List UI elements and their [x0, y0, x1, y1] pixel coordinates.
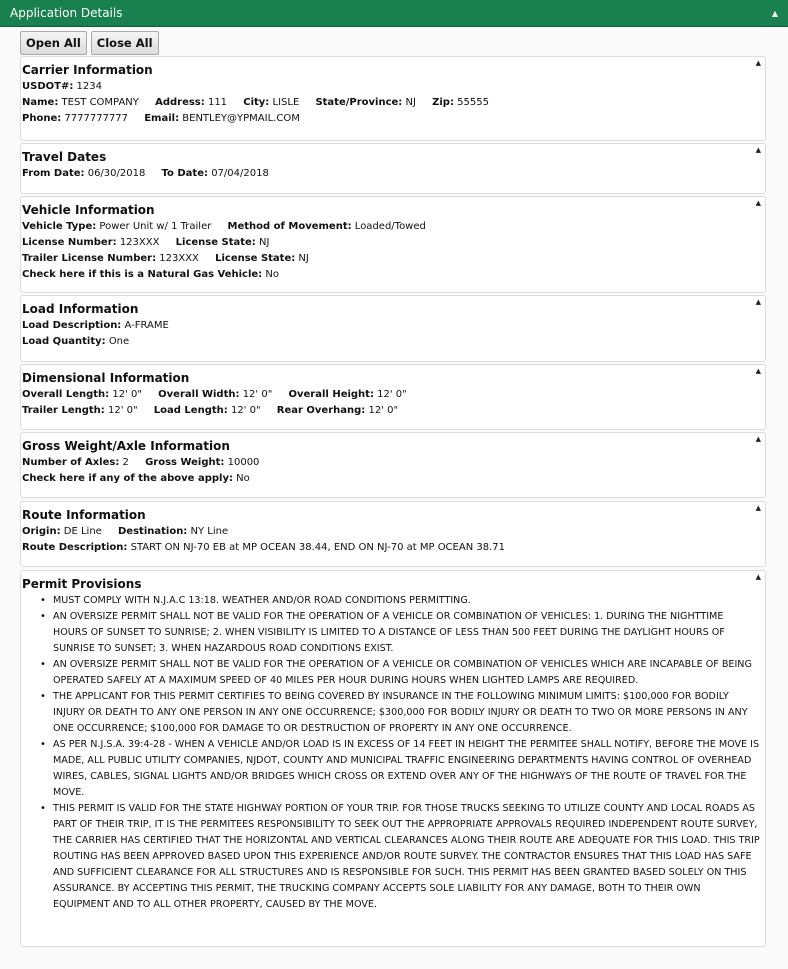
field-value: LISLE — [272, 97, 300, 108]
field-label: Load Description: — [22, 320, 122, 331]
field-label: State/Province: — [315, 97, 403, 108]
carrier-information-panel — [20, 56, 766, 141]
list-item: • AN OVERSIZE PERMIT SHALL NOT BE VALID FOR THE OPERATION OF A VEHICLE OR COMBINATION OF VEHICLES WHICH ARE INCAPABLE OF BEING OPERATED SAFELY AT A MAXIMUM SPEED OF 40 MILES PER HOUR DURING HOURS WHEN LIGHTED LAMPS ARE REQUIRED. — [40, 657, 760, 689]
field-row — [22, 471, 765, 487]
field-row — [22, 524, 765, 540]
panel-title[interactable]: Vehicle Information — [22, 203, 155, 217]
field-label: Overall Height: — [288, 389, 374, 400]
field-label: City: — [243, 97, 270, 108]
field-row — [22, 387, 765, 403]
field-value: 10000 — [227, 457, 260, 468]
field-value: No — [265, 269, 279, 280]
open-all-button[interactable]: Open All — [20, 31, 87, 55]
vehicle-information-panel — [20, 196, 766, 293]
field-row — [22, 95, 765, 111]
list-item: • THE APPLICANT FOR THIS PERMIT CERTIFIES TO BEING COVERED BY INSURANCE IN THE FOLLOWING MINIMUM LIMITS: $100,000 FOR BODILY INJURY OR DEATH TO ANY ONE PERSON IN ANY ONE OCCURRENCE; $300,000 FOR BODILY INJURY OR DEATH TO TWO OR MORE PERSONS IN ANY ONE OCCURRENCE; $100,000 FOR DAMAGE TO OR DESTRUCTION OF PROPERTY IN ANY ONE OCCURRENCE. — [40, 689, 760, 737]
field-value: 123XXX — [159, 253, 199, 264]
field-value: 12' 0" — [368, 405, 399, 416]
field-label: Method of Movement: — [227, 221, 352, 232]
collapse-up-icon[interactable]: ▲ — [755, 59, 761, 67]
field-label: To Date: — [161, 168, 208, 179]
field-value: 1234 — [76, 81, 102, 92]
field-label: Origin: — [22, 526, 61, 537]
field-row — [22, 403, 765, 419]
field-label: Email: — [144, 113, 180, 124]
panel-title[interactable]: Dimensional Information — [22, 371, 190, 385]
collapse-up-icon[interactable]: ▲ — [755, 146, 761, 154]
field-label: Destination: — [118, 526, 188, 537]
field-label: Check here if this is a Natural Gas Vehicle: — [22, 269, 263, 280]
field-value: 12' 0" — [242, 389, 273, 400]
field-label: License Number: — [22, 237, 117, 248]
list-item: • THIS PERMIT IS VALID FOR THE STATE HIGHWAY PORTION OF YOUR TRIP. FOR THOSE TRUCKS SEEKING TO UTILIZE COUNTY AND LOCAL ROADS AS PART OF THEIR TRIP, IT IS THE PERMITEES RESPONSIBILITY TO SEEK OUT THE APPROPRIATE APPROVALS REQUIRED INDEPENDENT ROUTE SURVEY, THE CARRIER HAS CERTIFIED THAT THE HORIZONTAL AND VERTICAL CLEARANCES ALONG THEIR ROUTE ARE ADEQUATE FOR THIS LOAD. THIS TRIP ROUTING HAS BEEN APPROVED BASED UPON THIS EXPERIENCE AND/OR ROUTE SURVEY. THE CONTRACTOR ENSURES THAT THIS LOAD HAS SAFE AND SUFFICIENT CLEARANCE FOR ALL STRUCTURES AND IS RESPONSIBLE FOR SUCH. THIS PERMIT HAS BEEN GRANTED BASED SOLELY ON THIS ASSURANCE. BY ACCEPTING THIS PERMIT, THE TRUCKING COMPANY ACCEPTS SOLE LIABILITY FOR ANY DAMAGE, BOTH TO THEIR OWN EQUIPMENT AND TO ALL OTHER PROPERTY, CAUSED BY THE MOVE. — [40, 801, 760, 913]
page-title: Application Details — [10, 6, 123, 20]
field-label: Check here if any of the above apply: — [22, 473, 233, 484]
field-value: 111 — [207, 97, 228, 108]
permit-provisions-panel — [20, 570, 766, 947]
field-label: License State: — [175, 237, 256, 248]
field-label: License State: — [215, 253, 296, 264]
field-value: No — [236, 473, 250, 484]
field-label: Phone: — [22, 113, 62, 124]
field-label: Trailer Length: — [22, 405, 105, 416]
field-value: 2 — [122, 457, 129, 468]
field-value: NJ — [405, 97, 416, 108]
field-value: NJ — [298, 253, 309, 264]
collapse-up-icon[interactable]: ▲ — [755, 298, 761, 306]
field-row — [22, 540, 765, 556]
panel-title[interactable]: Permit Provisions — [22, 577, 142, 591]
field-label: Route Description: — [22, 542, 128, 553]
collapse-up-icon[interactable]: ▲ — [755, 435, 761, 443]
field-label: Load Length: — [153, 405, 228, 416]
close-all-button[interactable]: Close All — [91, 31, 159, 55]
collapse-up-icon[interactable]: ▲ — [755, 573, 761, 581]
field-value: Loaded/Towed — [354, 221, 426, 232]
field-label: Number of Axles: — [22, 457, 120, 468]
panel-title[interactable]: Carrier Information — [22, 63, 153, 77]
dimensional-information-panel — [20, 364, 766, 430]
field-label: USDOT#: — [22, 81, 74, 92]
field-value: One — [108, 336, 130, 347]
field-label: From Date: — [22, 168, 85, 179]
field-label: Gross Weight: — [145, 457, 225, 468]
field-value: NY Line — [190, 526, 229, 537]
route-information-panel — [20, 501, 766, 567]
field-label: Zip: — [432, 97, 454, 108]
panel-title[interactable]: Load Information — [22, 302, 139, 316]
field-label: Load Quantity: — [22, 336, 106, 347]
field-value: 12' 0" — [230, 405, 261, 416]
list-item: • AS PER N.J.S.A. 39:4-28 - WHEN A VEHICLE AND/OR LOAD IS IN EXCESS OF 14 FEET IN HEIGHT THE PERMITEE SHALL NOTIFY, BEFORE THE MOVE IS MADE, ALL PUBLIC UTILITY COMPANIES, NJDOT, COUNTY AND MUNICIPAL TRAFFIC ENGINEERING DEPARTMENTS HAVING CONTROL OF OVERHEAD WIRES, CABLES, SIGNAL LIGHTS AND/OR BRIDGES WHICH CROSS OR EXTEND OVER ANY OF THE HIGHWAYS OF THE ROUTE OF TRAVEL FOR THE MOVE. — [40, 737, 760, 801]
field-row — [22, 334, 765, 350]
field-value: START ON NJ-70 EB at MP OCEAN 38.44, END ON NJ-70 at MP OCEAN 38.71 — [130, 542, 505, 553]
field-value: NJ — [258, 237, 270, 248]
field-label: Overall Length: — [22, 389, 110, 400]
field-row — [22, 235, 765, 251]
field-row — [22, 79, 765, 95]
field-row — [22, 251, 765, 267]
collapse-up-icon[interactable]: ▲ — [771, 8, 778, 18]
field-row — [22, 267, 765, 283]
field-label: Overall Width: — [158, 389, 240, 400]
field-row — [22, 219, 765, 235]
field-value: A-FRAME — [124, 320, 169, 331]
field-value: TEST COMPANY — [61, 97, 139, 108]
gross-weight-axle-panel — [20, 432, 766, 498]
field-value: 12' 0" — [112, 389, 142, 400]
field-label: Address: — [155, 97, 205, 108]
field-row — [22, 166, 765, 182]
field-value: 07/04/2018 — [211, 168, 269, 179]
toolbar — [20, 31, 159, 55]
collapse-up-icon[interactable]: ▲ — [755, 504, 761, 512]
panel-title[interactable]: Route Information — [22, 508, 146, 522]
field-row — [22, 455, 765, 471]
field-value: 12' 0" — [107, 405, 138, 416]
field-value: Power Unit w/ 1 Trailer — [99, 221, 212, 232]
field-row — [22, 111, 765, 127]
panel-title[interactable]: Travel Dates — [22, 150, 107, 164]
field-row — [22, 318, 765, 334]
travel-dates-panel — [20, 143, 766, 194]
field-value: 55555 — [457, 97, 489, 108]
field-label: Rear Overhang: — [276, 405, 366, 416]
collapse-up-icon[interactable]: ▲ — [755, 367, 761, 375]
field-label: Name: — [22, 97, 59, 108]
field-value: 12' 0" — [377, 389, 407, 400]
field-value: 7777777777 — [64, 113, 129, 124]
field-label: Vehicle Type: — [22, 221, 97, 232]
field-label: Trailer License Number: — [22, 253, 157, 264]
field-value: BENTLEY@YPMAIL.COM — [182, 113, 300, 124]
application-details-header[interactable] — [0, 0, 788, 27]
application-details-body — [0, 27, 788, 969]
field-value: 06/30/2018 — [87, 168, 146, 179]
list-item: • AN OVERSIZE PERMIT SHALL NOT BE VALID FOR THE OPERATION OF A VEHICLE OR COMBINATION OF VEHICLES: 1. DURING THE NIGHTTIME HOURS OF SUNSET TO SUNRISE; 2. WHEN VISIBILITY IS LIMITED TO A DISTANCE OF LESS THAN 500 FEET DURING THE DAYLIGHT HOURS OF SUNRISE TO SUNSET; 3. WHEN HAZARDOUS ROAD CONDITIONS EXIST. — [40, 609, 760, 657]
field-value: DE Line — [63, 526, 102, 537]
panel-title[interactable]: Gross Weight/Axle Information — [22, 439, 230, 453]
collapse-up-icon[interactable]: ▲ — [755, 199, 761, 207]
list-item: • MUST COMPLY WITH N.J.A.C 13:18. WEATHER AND/OR ROAD CONDITIONS PERMITTING. — [40, 593, 760, 609]
load-information-panel — [20, 295, 766, 362]
provisions-list — [22, 593, 760, 913]
field-value: 123XXX — [119, 237, 160, 248]
